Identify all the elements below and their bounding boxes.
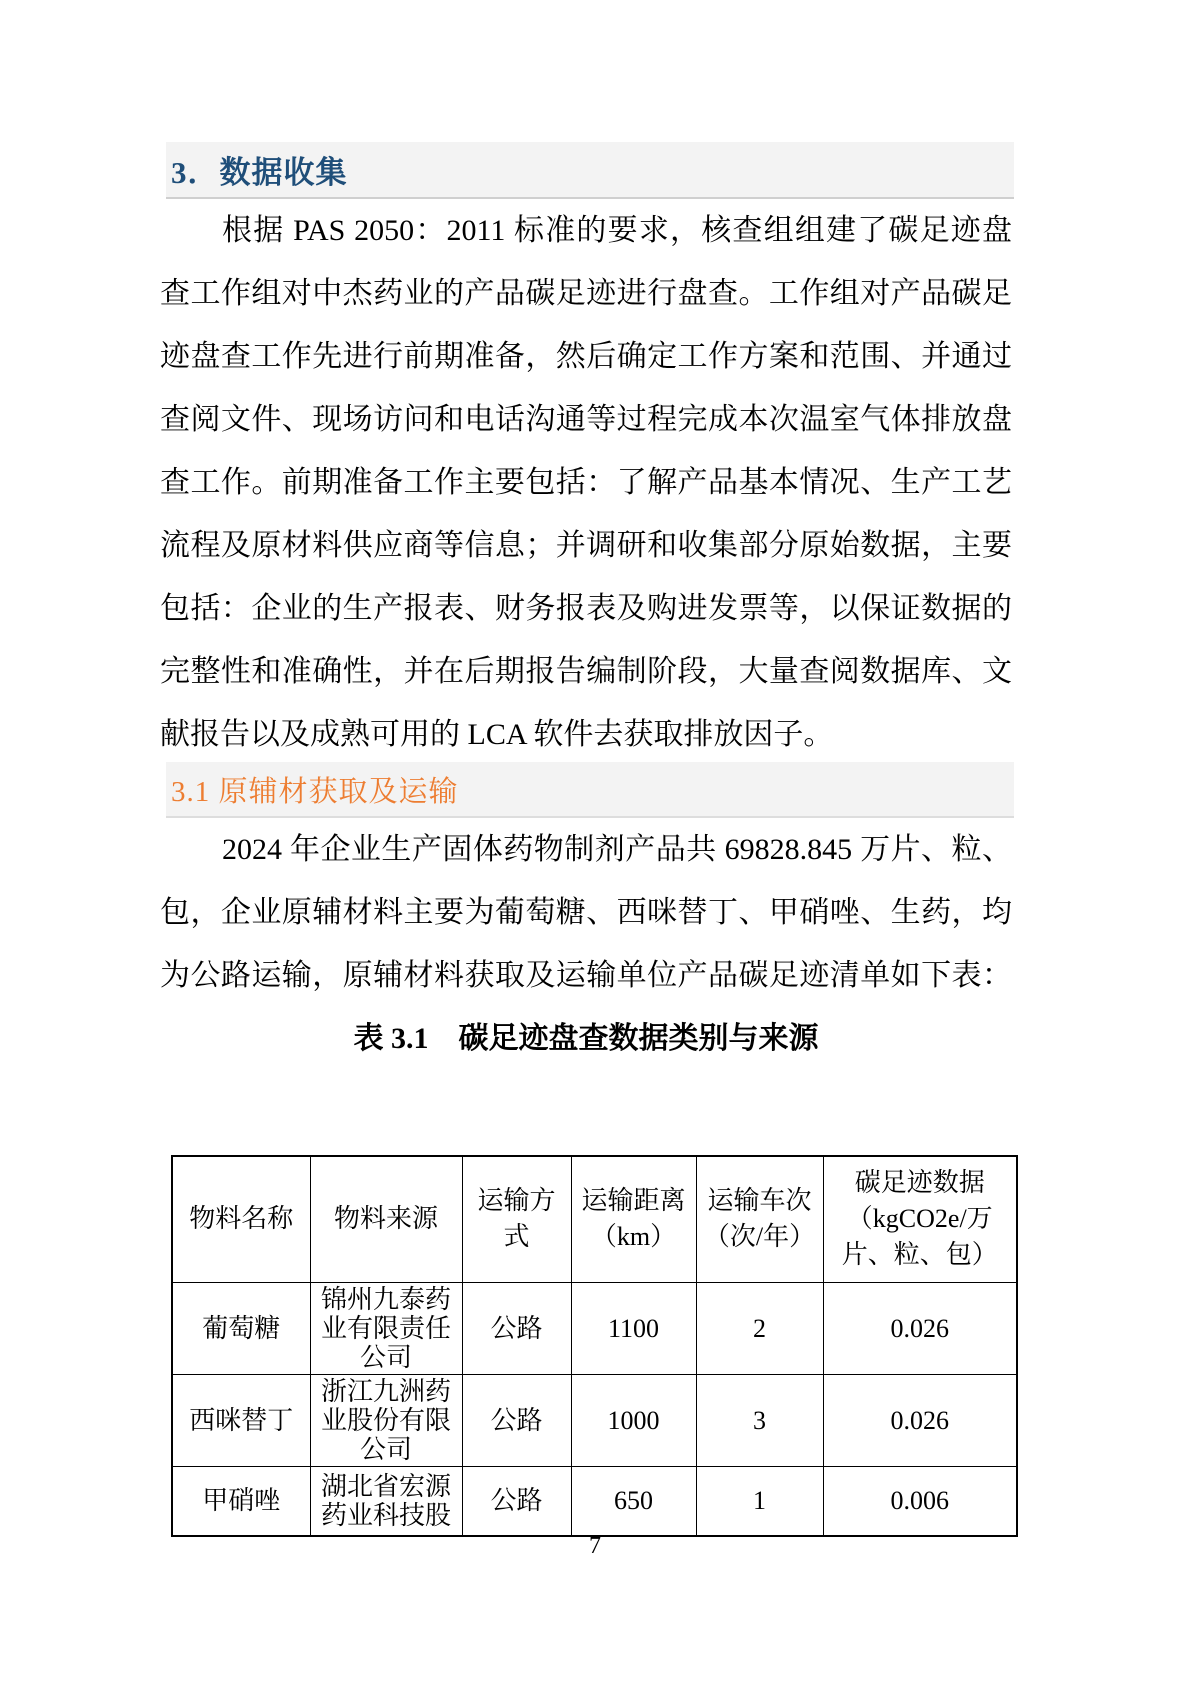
paragraph-line: 献报告以及成熟可用的 LCA 软件去获取排放因子。 xyxy=(160,718,834,751)
paragraph-data-collection xyxy=(160,199,1012,766)
table-cell: 西咪替丁 xyxy=(172,1374,310,1466)
page-number: 7 xyxy=(589,1533,601,1559)
subsection-heading-strip xyxy=(166,762,1014,818)
table-cell: 锦州九泰药业有限责任公司 xyxy=(310,1282,462,1374)
table-cell: 0.026 xyxy=(823,1282,1017,1374)
paragraph-line: 查工作组对中杰药业的产品碳足迹进行盘查。工作组对产品碳足 xyxy=(160,277,1012,310)
table-header-cell: 运输方式 xyxy=(462,1156,571,1282)
table-cell: 公路 xyxy=(462,1282,571,1374)
table-cell: 0.006 xyxy=(823,1466,1017,1536)
paragraph-line: 根据 PAS 2050：2011 标准的要求，核查组组建了碳足迹盘 xyxy=(222,214,1012,247)
table-cell: 1000 xyxy=(571,1374,696,1466)
table-body xyxy=(172,1282,1017,1536)
table-cell: 葡萄糖 xyxy=(172,1282,310,1374)
paragraph-line: 为公路运输，原辅材料获取及运输单位产品碳足迹清单如下表： xyxy=(160,959,1012,992)
table-head xyxy=(172,1156,1017,1282)
paragraph-line: 查工作。前期准备工作主要包括：了解产品基本情况、生产工艺 xyxy=(160,466,1012,499)
table-title: 表 3.1 碳足迹盘查数据类别与来源 xyxy=(353,1022,819,1055)
paragraph-line: 流程及原材料供应商等信息；并调研和收集部分原始数据，主要 xyxy=(160,529,1012,562)
paragraph-line: 包括：企业的生产报表、财务报表及购进发票等，以保证数据的 xyxy=(160,592,1012,625)
carbon-footprint-table xyxy=(171,1155,1018,1537)
table-header-cell: 碳足迹数据（kgCO2e/万片、粒、包） xyxy=(823,1156,1017,1282)
table-cell: 湖北省宏源药业科技股 xyxy=(310,1466,462,1536)
table-cell: 公路 xyxy=(462,1466,571,1536)
table-header-cell: 物料名称 xyxy=(172,1156,310,1282)
table-row xyxy=(172,1466,1017,1536)
table-cell: 甲硝唑 xyxy=(172,1466,310,1536)
table-cell: 公路 xyxy=(462,1374,571,1466)
table-header-cell: 运输车次（次/年） xyxy=(696,1156,823,1282)
table-cell: 3 xyxy=(696,1374,823,1466)
table-row xyxy=(172,1374,1017,1466)
paragraph-line: 2024 年企业生产固体药物制剂产品共 69828.845 万片、粒、 xyxy=(222,833,1012,866)
table-header-row xyxy=(172,1156,1017,1282)
table-row xyxy=(172,1282,1017,1374)
table-cell: 1 xyxy=(696,1466,823,1536)
table-cell: 浙江九洲药业股份有限公司 xyxy=(310,1374,462,1466)
table-header-cell: 运输距离（km） xyxy=(571,1156,696,1282)
section-heading: 3．数据收集 xyxy=(171,155,348,190)
paragraph-line: 包，企业原辅材料主要为葡萄糖、西咪替丁、甲硝唑、生药，均 xyxy=(160,896,1012,929)
paragraph-line: 迹盘查工作先进行前期准备，然后确定工作方案和范围、并通过 xyxy=(160,340,1012,373)
paragraph-raw-materials xyxy=(160,818,1012,1007)
subsection-heading: 3.1 原辅材获取及运输 xyxy=(171,775,459,808)
table-cell: 2 xyxy=(696,1282,823,1374)
table-cell: 0.026 xyxy=(823,1374,1017,1466)
table-cell: 650 xyxy=(571,1466,696,1536)
section-heading-strip xyxy=(166,142,1014,199)
paragraph-line: 完整性和准确性，并在后期报告编制阶段，大量查阅数据库、文 xyxy=(160,655,1012,688)
paragraph-line: 查阅文件、现场访问和电话沟通等过程完成本次温室气体排放盘 xyxy=(160,403,1012,436)
table-cell: 1100 xyxy=(571,1282,696,1374)
table-header-cell: 物料来源 xyxy=(310,1156,462,1282)
